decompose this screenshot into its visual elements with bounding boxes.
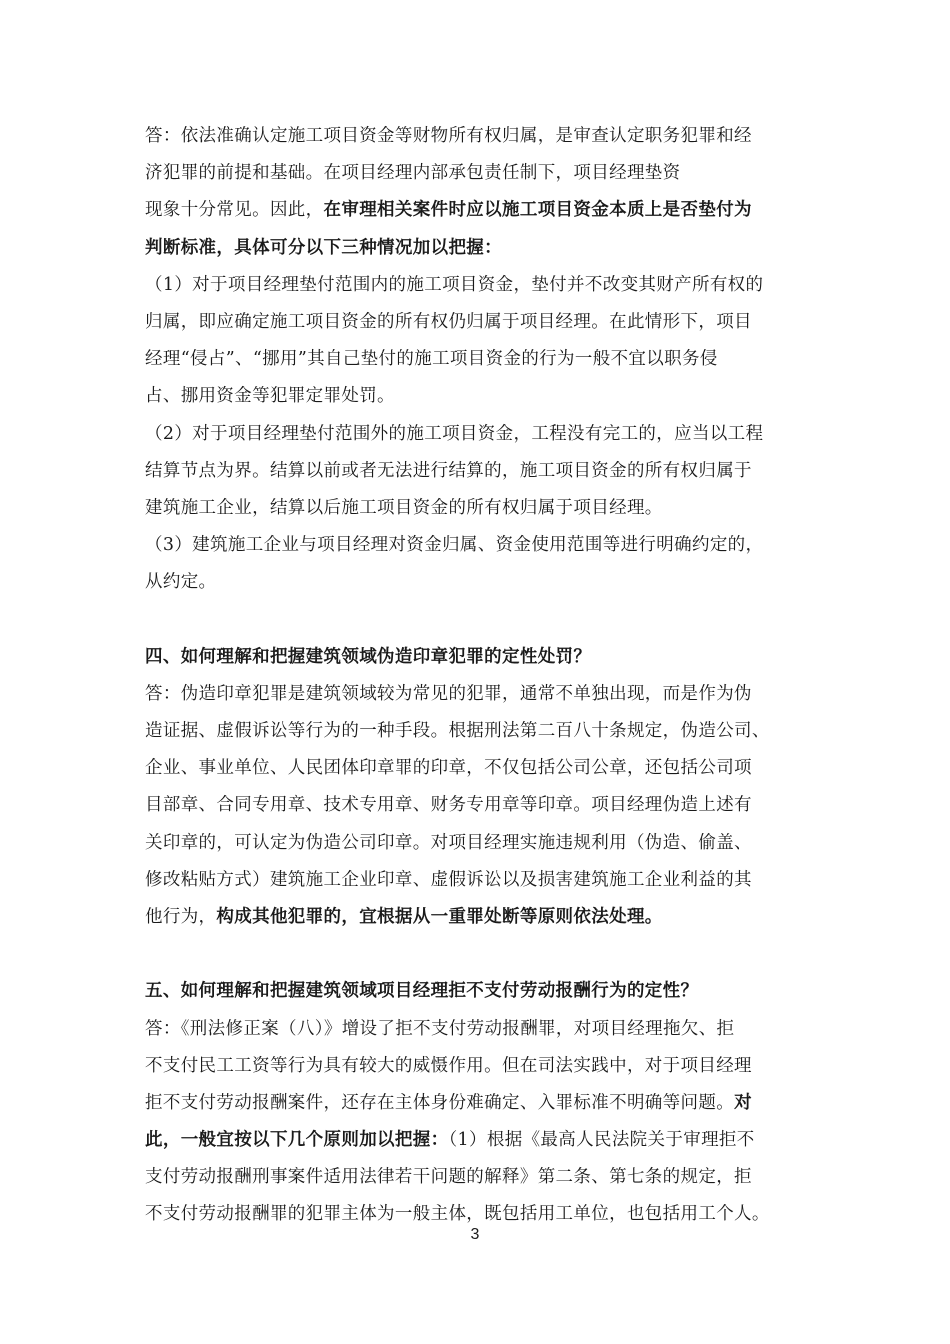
- text-line: 占、挪用资金等犯罪定罪处罚。: [145, 386, 395, 407]
- text-line: 造证据、虚假诉讼等行为的一种手段。根据刑法第二百八十条规定，伪造公司、: [145, 721, 770, 741]
- text-line: [145, 1122, 810, 1159]
- text-line: 建筑施工企业，结算以后施工项目资金的所有权归属于项目经理。: [145, 497, 663, 518]
- text-line: 不支付劳动报酬罪的犯罪主体为一般主体，既包括用工单位，也包括用工个人。: [145, 1204, 770, 1225]
- paragraph-gap: [145, 936, 810, 973]
- text-line: 修改粘贴方式）建筑施工企业印章、虚假诉讼以及损害建筑施工企业利益的其: [145, 869, 752, 890]
- text-line: 归属，即应确定施工项目资金的所有权仍归属于项目经理。在此情形下，项目: [145, 311, 752, 332]
- text-line: 关印章的，可认定为伪造公司印章。对项目经理实施违规利用（伪造、偷盖、: [145, 832, 752, 853]
- text-line: 支付劳动报酬刑事案件适用法律若干问题的解释》第二条、第七条的规定，拒: [145, 1167, 752, 1188]
- text-line: 答：依法准确认定施工项目资金等财物所有权归属，是审查认定职务犯罪和经: [145, 126, 752, 146]
- bold-text-run: 对: [734, 1092, 752, 1113]
- text-line: （1）对于项目经理垫付范围内的施工项目资金，垫付并不改变其财产所有权的: [145, 274, 764, 295]
- text-line: （3）建筑施工企业与项目经理对资金归属、资金使用范围等进行明确约定的，: [145, 535, 764, 556]
- text-line: 从约定。: [145, 572, 217, 593]
- page-number: 3: [470, 1226, 480, 1243]
- text-run: （1）根据《最高人民法院关于审理拒不: [448, 1130, 755, 1151]
- text-line: 答：《刑法修正案（八）》增设了拒不支付劳动报酬罪，对项目经理拖欠、拒: [145, 1018, 735, 1039]
- text-line: [145, 899, 810, 936]
- bold-text-run: 构成其他犯罪的，宜根据从一重罪处断等原则依法处理。: [216, 906, 663, 927]
- text-line: （2）对于项目经理垫付范围外的施工项目资金，工程没有完工的，应当以工程: [145, 423, 764, 444]
- paragraph-gap: [145, 601, 810, 638]
- text-line: 企业、事业单位、人民团体印章罪的印章，不仅包括公司公章，还包括公司项: [145, 758, 752, 779]
- bold-text-run: 此，一般宜按以下几个原则加以把握：: [145, 1130, 449, 1151]
- section-heading: 五、如何理解和把握建筑领域项目经理拒不支付劳动报酬行为的定性？: [145, 981, 699, 1002]
- text-line: [145, 1085, 810, 1122]
- text-line: 经理“侵占”、“挪用”其自己垫付的施工项目资金的行为一般不宜以职务侵: [145, 349, 718, 370]
- text-line: [145, 192, 810, 229]
- document-body: [145, 118, 810, 1234]
- text-line: 结算节点为界。结算以前或者无法进行结算的，施工项目资金的所有权归属于: [145, 460, 752, 481]
- bold-text-run: 在审理相关案件时应以施工项目资金本质上是否垫付为: [323, 200, 752, 221]
- text-line: 目部章、合同专用章、技术专用章、财务专用章等印章。项目经理伪造上述有: [145, 795, 752, 816]
- text-run: 拒不支付劳动报酬案件，还存在主体身份难确定、入罪标准不明确等问题。: [145, 1092, 735, 1113]
- text-line: 不支付民工工资等行为具有较大的威慑作用。但在司法实践中，对于项目经理: [145, 1055, 752, 1076]
- text-run: 现象十分常见。因此，: [145, 200, 324, 221]
- text-run: 他行为，: [145, 906, 217, 927]
- bold-text-line: 判断标准，具体可分以下三种情况加以把握：: [145, 237, 502, 258]
- section-heading: 四、如何理解和把握建筑领域伪造印章犯罪的定性处罚？: [145, 646, 592, 667]
- text-line: 济犯罪的前提和基础。在项目经理内部承包责任制下，项目经理垫资: [145, 163, 681, 184]
- text-line: 答：伪造印章犯罪是建筑领域较为常见的犯罪，通常不单独出现，而是作为伪: [145, 683, 752, 704]
